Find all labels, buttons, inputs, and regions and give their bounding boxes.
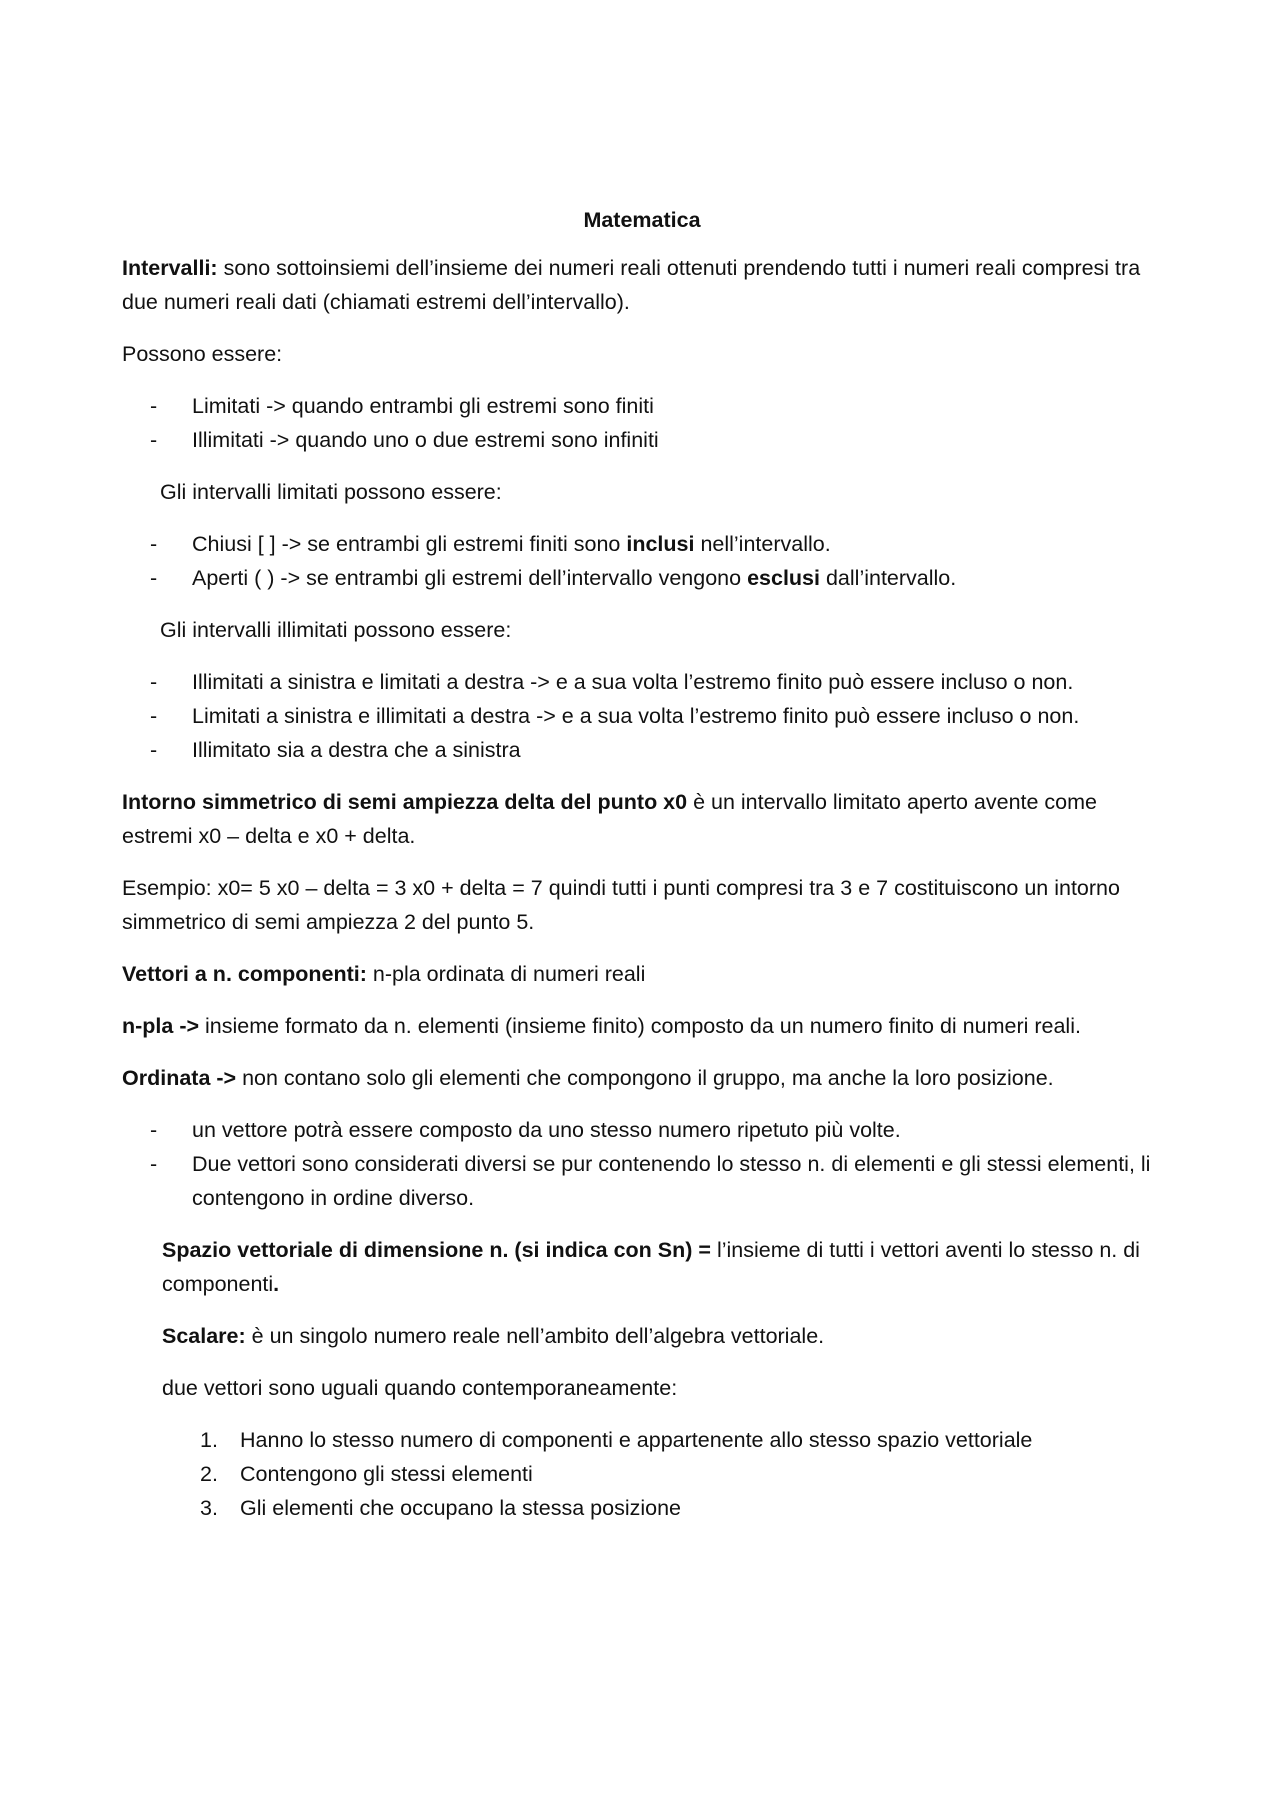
text-ordinata: non contano solo gli elementi che compongono il gruppo, ma anche la loro posizione. — [236, 1066, 1054, 1090]
text-intorno: è un intervallo limitato aperto avente come estremi x0 – delta e x0 + delta. — [122, 790, 1098, 848]
list-item — [122, 665, 1162, 699]
list-item-text: un vettore potrà essere composto da uno stesso numero ripetuto più volte. — [192, 1118, 901, 1142]
list-item-text: Illimitato sia a destra che a sinistra — [192, 738, 521, 762]
list-item — [122, 699, 1162, 733]
chiusi-bold: inclusi — [626, 532, 695, 556]
dash-bullet: - — [150, 704, 158, 728]
paragraph-spazio — [122, 1233, 1162, 1301]
aperti-bold: esclusi — [747, 566, 820, 590]
term-scalare: Scalare: — [162, 1324, 246, 1348]
paragraph-scalare — [122, 1319, 1162, 1353]
list-number: 2. — [200, 1462, 218, 1486]
document-title: Matematica — [583, 208, 701, 232]
paragraph-vettori — [122, 957, 1162, 991]
document-body — [122, 203, 1162, 1543]
list-item-chiusi — [122, 527, 1162, 561]
list-item — [122, 1113, 1162, 1147]
text-intervalli: sono sottoinsiemi dell’insieme dei numeri reali ottenuti prendendo tutti i numeri reali compresi tra due numeri reali dati (chiamati estremi dell’intervallo). — [122, 256, 1141, 314]
list-item-text: Contengono gli stessi elementi — [240, 1462, 533, 1486]
list-item-text: Gli elementi che occupano la stessa posizione — [240, 1496, 682, 1520]
dash-bullet: - — [150, 428, 158, 452]
text-vettori: n-pla ordinata di numeri reali — [366, 962, 646, 986]
chiusi-text-c: nell’intervallo. — [694, 532, 831, 556]
list-uguali — [122, 1423, 1162, 1525]
list-item-text: Illimitati a sinistra e limitati a destra -> e a sua volta l’estremo finito può essere incluso o non. — [192, 670, 1074, 694]
term-vettori: Vettori a n. componenti: — [122, 962, 367, 986]
dash-bullet: - — [150, 738, 158, 762]
list-item — [122, 1491, 1162, 1525]
list-item — [122, 423, 1162, 457]
dash-bullet: - — [150, 1118, 158, 1142]
paragraph-uguali-intro: due vettori sono uguali quando contemporaneamente: — [162, 1376, 678, 1400]
term-ordinata: Ordinata -> — [122, 1066, 237, 1090]
list-number: 1. — [200, 1428, 218, 1452]
paragraph-ordinata — [122, 1061, 1162, 1095]
paragraph-esempio: Esempio: x0= 5 x0 – delta = 3 x0 + delta = 7 quindi tutti i punti compresi tra 3 e 7 costituiscono un intorno simmetrico di semi ampiezza 2 del punto 5. — [122, 876, 1120, 934]
spazio-end: . — [273, 1272, 280, 1296]
list-item — [122, 389, 1162, 423]
list-item-text: Due vettori sono considerati diversi se pur contenendo lo stesso n. di elementi e gli stessi elementi, li contengono in ordine diverso. — [192, 1152, 1151, 1210]
term-npla: n-pla -> — [122, 1014, 200, 1038]
list-item — [122, 733, 1162, 767]
list-ordinata — [122, 1113, 1162, 1215]
aperti-text-c: dall’intervallo. — [820, 566, 957, 590]
chiusi-text-a: Chiusi [ ] -> se entrambi gli estremi finiti sono — [192, 532, 627, 556]
list-item-text: Illimitati -> quando uno o due estremi sono infiniti — [192, 428, 659, 452]
dash-bullet: - — [150, 532, 158, 556]
aperti-text-a: Aperti ( ) -> se entrambi gli estremi dell’intervallo vengono — [192, 566, 748, 590]
list-item-text: Hanno lo stesso numero di componenti e appartenente allo stesso spazio vettoriale — [240, 1428, 1033, 1452]
paragraph-possono-essere: Possono essere: — [122, 342, 283, 366]
list-item-text: Limitati a sinistra e illimitati a destra -> e a sua volta l’estremo finito può essere incluso o non. — [192, 704, 1080, 728]
term-spazio: Spazio vettoriale di dimensione n. (si indica con Sn) = — [162, 1238, 711, 1262]
paragraph-illimitati-intro: Gli intervalli illimitati possono essere: — [160, 618, 512, 642]
text-npla: insieme formato da n. elementi (insieme finito) composto da un numero finito di numeri reali. — [199, 1014, 1081, 1038]
list-item — [122, 1423, 1162, 1457]
list-number: 3. — [200, 1496, 218, 1520]
paragraph-limitati-intro: Gli intervalli limitati possono essere: — [160, 480, 502, 504]
term-intorno: Intorno simmetrico di semi ampiezza delta del punto x0 — [122, 790, 688, 814]
text-scalare: è un singolo numero reale nell’ambito dell’algebra vettoriale. — [245, 1324, 825, 1348]
paragraph-npla — [122, 1009, 1162, 1043]
list-item — [122, 1457, 1162, 1491]
list-item-aperti — [122, 561, 1162, 595]
dash-bullet: - — [150, 566, 158, 590]
dash-bullet: - — [150, 394, 158, 418]
list-illimitati — [122, 665, 1162, 767]
text-spazio: l’insieme di tutti i vettori aventi lo stesso n. di componenti — [162, 1238, 1140, 1296]
paragraph-intorno — [122, 785, 1162, 853]
list-item-text: Limitati -> quando entrambi gli estremi sono finiti — [192, 394, 654, 418]
dash-bullet: - — [150, 1152, 158, 1176]
term-intervalli: Intervalli: — [122, 256, 218, 280]
list-tipi — [122, 389, 1162, 457]
list-limitati — [122, 527, 1162, 595]
paragraph-intervalli — [122, 251, 1162, 319]
dash-bullet: - — [150, 670, 158, 694]
list-item — [122, 1147, 1162, 1215]
